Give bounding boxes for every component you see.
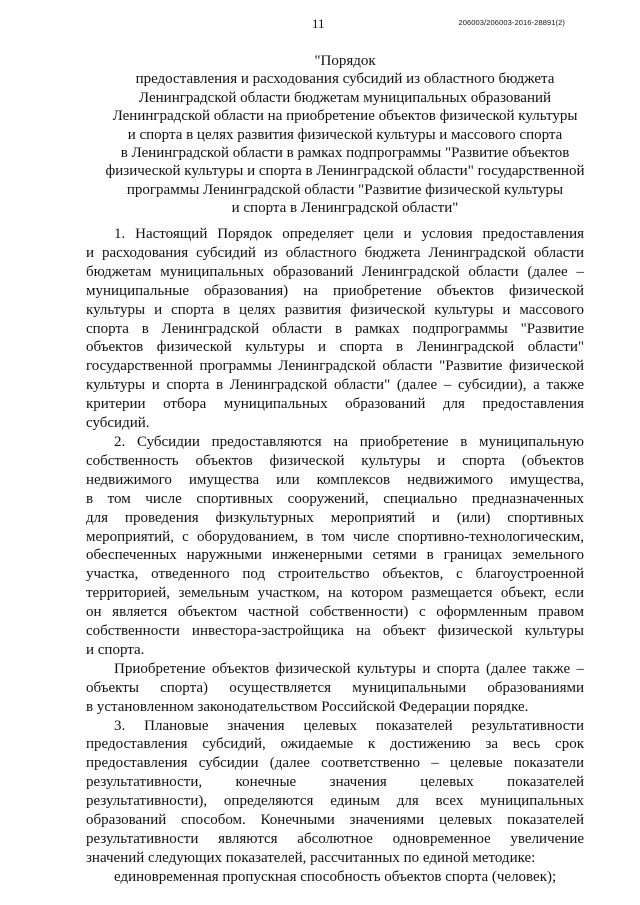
body-line: 3. Плановые значения целевых показателей результативности — [114, 717, 584, 734]
body-line: мероприятий, с оборудованием, в том числе спортивно-технологическим, — [86, 528, 584, 545]
body-line: предоставления субсидии (далее соответственно – целевые показатели — [86, 755, 584, 772]
body-line: результативности являются абсолютное одновременное увеличение — [86, 831, 584, 847]
body-line: культуры и спорта в целях развития физической культуры и массового — [86, 301, 584, 318]
body-line: бюджетам муниципальных образований Ленинградской области (далее – — [86, 263, 584, 280]
body-line: спорта в Ленинградской области в рамках подпрограммы "Развитие — [86, 320, 584, 337]
body-line: он является объектом частной собственности) с оформленным правом — [86, 604, 584, 621]
body-line: обеспеченных наружными инженерными сетями в границах земельного — [86, 547, 584, 564]
title-line: Ленинградской области бюджетам муниципальных образований — [138, 89, 552, 106]
body-line: территорией, земельным участком, на котором размещается объект, если — [86, 585, 584, 602]
body-line: для проведения физкультурных мероприятий и (или) спортивных — [86, 509, 584, 526]
title-line: "Порядок — [314, 53, 376, 69]
document-code: 206003/206003-2016-28891(2) — [458, 18, 565, 27]
body-line: субсидий. — [86, 415, 150, 432]
title-line: в Ленинградской области в рамках подпрограммы "Развитие объектов — [120, 145, 570, 162]
body-line: в том числе спортивных сооружений, специально предназначенных — [86, 490, 584, 507]
body-line: Приобретение объектов физической культуры и спорта (далее также – — [114, 660, 584, 677]
title-line: и спорта в целях развития физической культуры и массового спорта — [127, 126, 563, 143]
body-line: объектов физической культуры и спорта в Ленинградской области" — [86, 339, 584, 356]
title-line: Ленинградской области на приобретение объектов физической культуры — [112, 108, 578, 125]
title-line: физической культуры и спорта в Ленинградской области" государственной — [105, 163, 585, 180]
document-title — [80, 52, 610, 218]
page-number: 11 — [312, 16, 325, 31]
body-line: 1. Настоящий Порядок определяет цели и условия предоставления — [114, 226, 584, 242]
body-line: собственность объектов физической культуры и спорта (объектов — [86, 452, 584, 469]
body-line: 2. Субсидии предоставляются на приобретение в муниципальную — [114, 433, 584, 450]
body-line: недвижимого имущества или комплексов недвижимого имущества, — [86, 471, 584, 488]
body-line: и расходования субсидий из областного бюджета Ленинградской области — [86, 244, 584, 261]
body-line: участка, отведенного под строительство объектов, с благоустроенной — [86, 566, 584, 583]
body-line: культуры и спорта в Ленинградской области" (далее – субсидии), а также — [86, 377, 584, 394]
body-line: собственности инвестора-застройщика на объект физической культуры — [86, 623, 584, 640]
title-line: программы Ленинградской области "Развитие физической культуры — [126, 181, 564, 198]
body-line: значений следующих показателей, рассчитанных по единой методике: — [86, 849, 536, 866]
body-line: муниципальные образования) на приобретение объектов физической — [86, 282, 584, 299]
title-line: и спорта в Ленинградской области" — [231, 200, 459, 217]
title-line: предоставления и расходования субсидий из областного бюджета — [135, 71, 555, 88]
body-line: результативности, конечные значения целевых показателей — [86, 774, 584, 791]
document-body — [86, 225, 584, 887]
body-line: критерии отбора муниципальных образований для предоставления — [86, 396, 584, 413]
body-line: объекты спорта) осуществляется муниципальными образованиями — [86, 679, 584, 696]
body-line: в установленном законодательством Российской Федерации порядке. — [86, 698, 529, 715]
body-line: результативности), определяются единым для всех муниципальных — [86, 793, 584, 810]
body-line: предоставления субсидий, ожидаемые к достижению за весь срок — [86, 736, 584, 753]
body-line: государственной программы Ленинградской области "Развитие физической — [86, 358, 584, 375]
body-line: и спорта. — [86, 641, 145, 658]
body-line: образований способом. Конечными значениями целевых показателей — [86, 812, 584, 829]
body-line: единовременная пропускная способность объектов спорта (человек); — [114, 868, 557, 885]
